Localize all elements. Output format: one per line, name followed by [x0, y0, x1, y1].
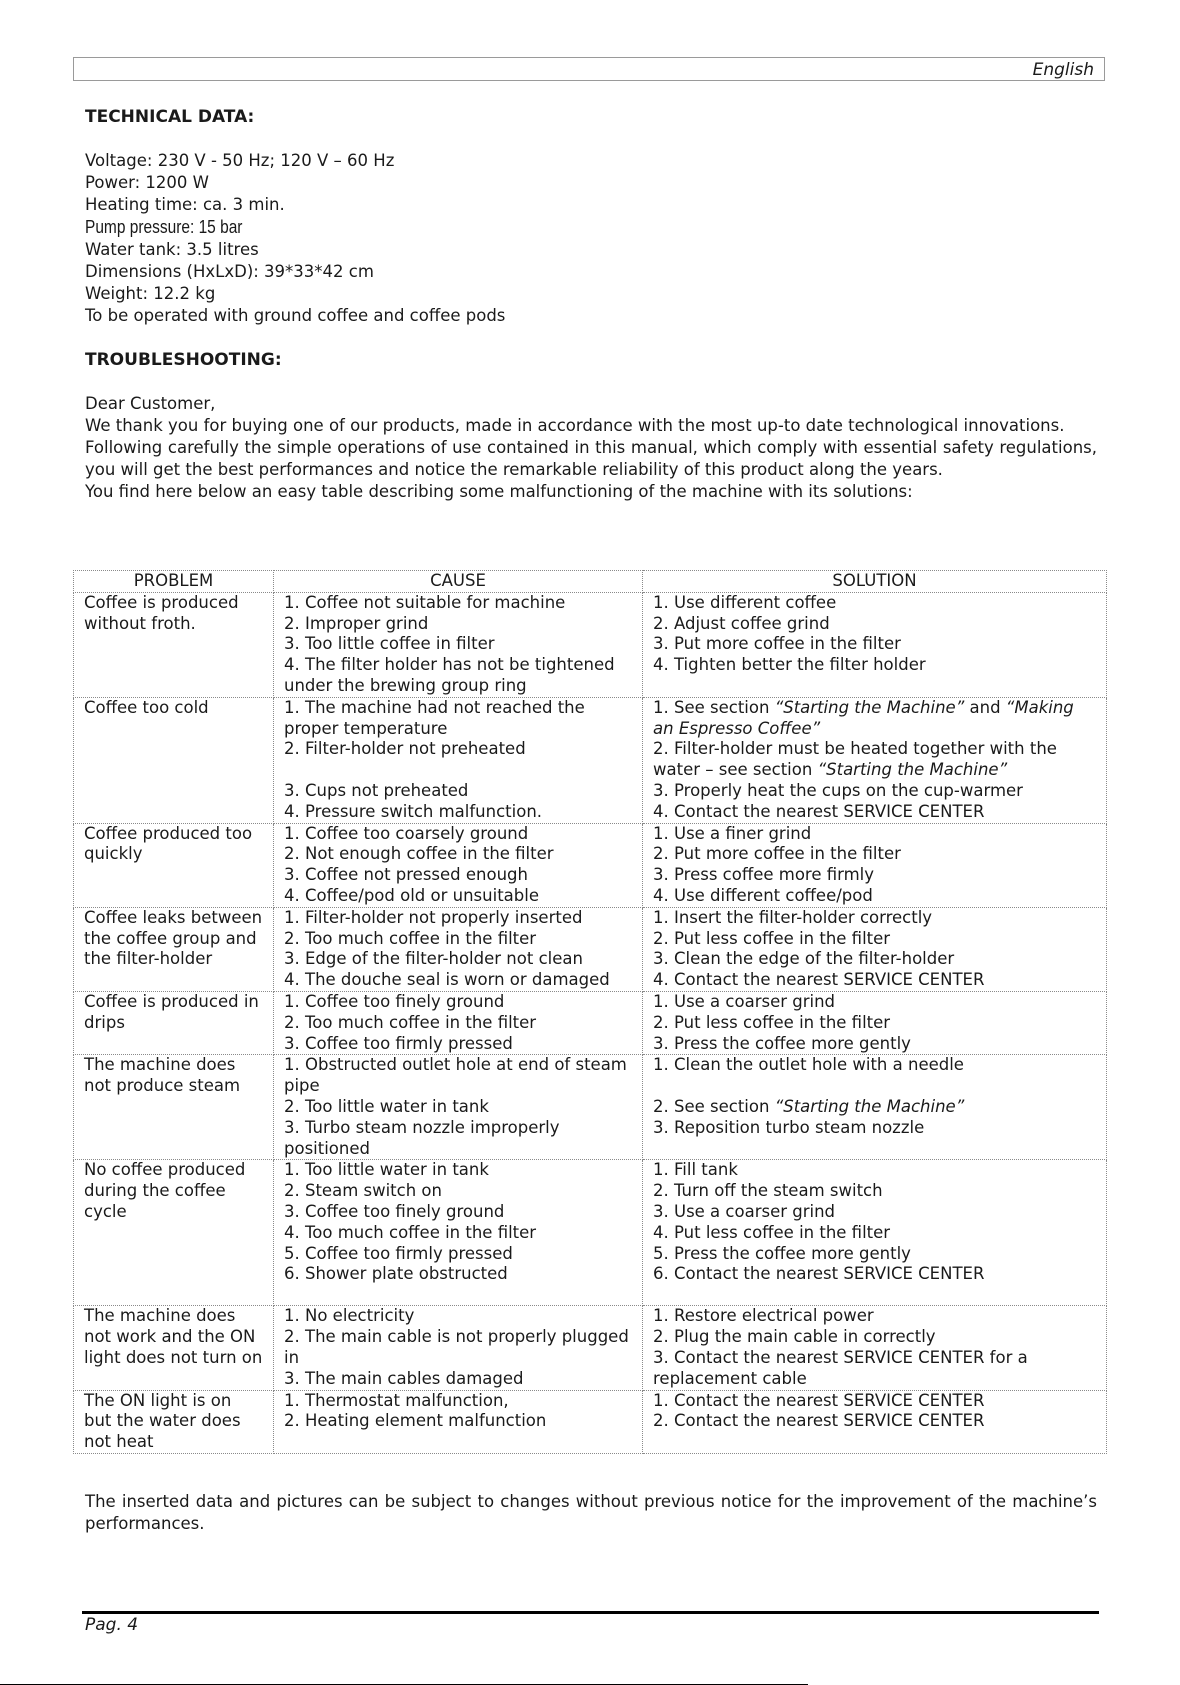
- cause-line: 1. Filter-holder not properly inserted: [284, 907, 583, 927]
- cause-line: 3. Coffee too firmly pressed: [284, 1033, 513, 1053]
- solution-line: 4. Contact the nearest SERVICE CENTER: [653, 970, 985, 990]
- cause-line: 4. The douche seal is worn or damaged: [284, 970, 610, 990]
- cause-cell: [274, 823, 643, 907]
- table-header-row: [74, 571, 1107, 593]
- solution-line: 6. Contact the nearest SERVICE CENTER: [653, 1264, 985, 1284]
- solution-line: 3. Reposition turbo steam nozzle: [653, 1117, 925, 1137]
- problem-cell: The machine does not work and the ON light does not turn on: [74, 1306, 274, 1390]
- header-solution: SOLUTION: [643, 571, 1107, 593]
- spec-water-tank: Water tank: 3.5 litres: [85, 240, 259, 259]
- problem-cell: The machine does not produce steam: [74, 1055, 274, 1160]
- cause-cell: [274, 1160, 643, 1306]
- solution-line: 3. Clean the edge of the filter-holder: [653, 949, 955, 969]
- cause-line: 2. Improper grind: [284, 613, 429, 633]
- solution-spacer: [653, 1076, 1096, 1097]
- cause-line: 2. Steam switch on: [284, 1181, 442, 1201]
- cause-line: 2. The main cable is not properly plugged in: [284, 1327, 629, 1367]
- solution-line: 1. Clean the outlet hole with a needle: [653, 1055, 964, 1075]
- technical-data-heading: TECHNICAL DATA:: [85, 107, 255, 127]
- cause-line: 1. Coffee too coarsely ground: [284, 823, 529, 843]
- solution-line: 5. Press the coffee more gently: [653, 1243, 911, 1263]
- problem-cell: Coffee is produced without froth.: [74, 592, 274, 697]
- solution-line: 1. See section “Starting the Machine” and “Making an Espresso Coffee”: [653, 697, 1074, 738]
- solution-line: 1. Use different coffee: [653, 592, 837, 612]
- troubleshooting-table: [73, 570, 1107, 1454]
- cause-cell: [274, 1306, 643, 1390]
- cause-line: 2. Too much coffee in the filter: [284, 1012, 537, 1032]
- solution-line: 2. Plug the main cable in correctly: [653, 1327, 936, 1347]
- page-number: Pag. 4: [85, 1615, 139, 1635]
- solution-cell: [643, 991, 1107, 1054]
- solution-line: 4. Contact the nearest SERVICE CENTER: [653, 801, 985, 821]
- spec-pump-pressure: Pump pressure: 15 bar: [85, 217, 243, 237]
- table-row: [74, 592, 1107, 697]
- table-row: [74, 991, 1107, 1054]
- cause-line: 3. The main cables damaged: [284, 1368, 524, 1388]
- spec-list: [85, 150, 1097, 327]
- solution-line: 4. Tighten better the filter holder: [653, 655, 926, 675]
- spec-voltage: Voltage: 230 V - 50 Hz; 120 V – 60 Hz: [85, 151, 395, 170]
- solution-line: 2. Put less coffee in the filter: [653, 1012, 891, 1032]
- cause-line: 2. Too little water in tank: [284, 1096, 489, 1116]
- table-row: [74, 823, 1107, 907]
- cause-line-blank: [284, 760, 632, 781]
- cause-line: 1. Obstructed outlet hole at end of steam pipe: [284, 1055, 627, 1096]
- cause-line: 4. Coffee/pod old or unsuitable: [284, 885, 539, 905]
- cause-line: 1. The machine had not reached the proper temperature: [284, 697, 585, 738]
- cause-line: 1. Too little water in tank: [284, 1160, 489, 1180]
- cause-line: 4. Pressure switch malfunction.: [284, 801, 543, 821]
- table-row: [74, 1160, 1107, 1306]
- solution-cell: [643, 1306, 1107, 1390]
- intro-paragraph-2: Following carefully the simple operations of use contained in this manual, which comply with essential safety regulations, you will get the best performances and notice the remarkable reliability of this product along the years.: [85, 438, 1097, 479]
- solution-line: 1. Insert the filter-holder correctly: [653, 907, 933, 927]
- section-reference: “Starting the Machine”: [774, 697, 965, 717]
- cause-line: 3. Too little coffee in filter: [284, 634, 495, 654]
- solution-line: 2. Adjust coffee grind: [653, 613, 830, 633]
- troubleshooting-table-wrap: [73, 570, 1107, 1454]
- cause-cell: [274, 907, 643, 991]
- solution-line: 4. Put less coffee in the filter: [653, 1222, 891, 1242]
- solution-line: 3. Use a coarser grind: [653, 1201, 836, 1221]
- table-row: [74, 697, 1107, 823]
- problem-cell: Coffee is produced in drips: [74, 991, 274, 1054]
- problem-cell: The ON light is on but the water does not heat: [74, 1390, 274, 1453]
- section-reference: “Making an Espresso Coffee”: [653, 697, 1074, 738]
- spec-usage: To be operated with ground coffee and coffee pods: [85, 306, 506, 325]
- cause-line: 2. Not enough coffee in the filter: [284, 844, 554, 864]
- solution-cell: [643, 1055, 1107, 1160]
- cause-cell: [274, 592, 643, 697]
- troubleshooting-heading: TROUBLESHOOTING:: [85, 350, 282, 370]
- solution-line: 2. See section “Starting the Machine”: [653, 1096, 965, 1116]
- solution-line: 1. Fill tank: [653, 1160, 738, 1180]
- problem-cell: Coffee produced too quickly: [74, 823, 274, 907]
- cause-cell: [274, 697, 643, 823]
- solution-cell: [643, 592, 1107, 697]
- disclaimer-note: The inserted data and pictures can be subject to changes without previous notice for the improvement of the machine’s performances.: [85, 1492, 1097, 1533]
- cause-line: 4. Too much coffee in the filter: [284, 1222, 537, 1242]
- table-row: [74, 1390, 1107, 1453]
- problem-cell: Coffee leaks between the coffee group and the filter-holder: [74, 907, 274, 991]
- main-content: [85, 106, 1097, 503]
- intro-paragraph-3: You find here below an easy table describing some malfunctioning of the machine with its solutions:: [85, 482, 913, 501]
- cause-line: 5. Coffee too firmly pressed: [284, 1243, 513, 1263]
- cause-line: 1. Coffee not suitable for machine: [284, 592, 566, 612]
- solution-line: 1. Use a finer grind: [653, 823, 812, 843]
- cause-line: 3. Edge of the filter-holder not clean: [284, 949, 583, 969]
- cause-cell: [274, 991, 643, 1054]
- language-label: English: [1032, 60, 1094, 80]
- footer-divider: [82, 1611, 1099, 1614]
- solution-line: 1. Contact the nearest SERVICE CENTER: [653, 1390, 985, 1410]
- solution-line: 2. Filter-holder must be heated together with the water – see section “Starting the Machine”: [653, 739, 1057, 780]
- cause-line: 1. Coffee too finely ground: [284, 991, 505, 1011]
- solution-cell: [643, 1160, 1107, 1306]
- cause-cell: [274, 1055, 643, 1160]
- cause-line: 3. Coffee not pressed enough: [284, 865, 528, 885]
- cause-cell: [274, 1390, 643, 1453]
- solution-line: 3. Properly heat the cups on the cup-warmer: [653, 780, 1023, 800]
- solution-line: 4. Use different coffee/pod: [653, 885, 873, 905]
- cause-line: 3. Coffee too finely ground: [284, 1201, 505, 1221]
- cause-line: 2. Heating element malfunction: [284, 1411, 547, 1431]
- solution-cell: [643, 697, 1107, 823]
- cause-line: 2. Filter-holder not preheated: [284, 739, 526, 759]
- solution-line: 1. Use a coarser grind: [653, 991, 836, 1011]
- table-row: [74, 1055, 1107, 1160]
- spec-dimensions: Dimensions (HxLxD): 39*33*42 cm: [85, 262, 374, 281]
- section-reference: “Starting the Machine”: [817, 760, 1008, 780]
- solution-line: 2. Put less coffee in the filter: [653, 928, 891, 948]
- table-row: [74, 907, 1107, 991]
- cause-line: 6. Shower plate obstructed: [284, 1264, 508, 1284]
- page-header: [73, 57, 1105, 81]
- solution-line: 2. Turn off the steam switch: [653, 1181, 883, 1201]
- solution-cell: [643, 1390, 1107, 1453]
- table-row: [74, 1306, 1107, 1390]
- cause-line: 3. Turbo steam nozzle improperly positioned: [284, 1117, 560, 1158]
- spec-heating-time: Heating time: ca. 3 min.: [85, 195, 285, 214]
- problem-cell: Coffee too cold: [74, 697, 274, 823]
- solution-cell: [643, 823, 1107, 907]
- solution-line: 3. Put more coffee in the filter: [653, 634, 901, 654]
- cause-line: 1. No electricity: [284, 1306, 415, 1326]
- cause-line: 3. Cups not preheated: [284, 780, 469, 800]
- cause-line: 2. Too much coffee in the filter: [284, 928, 537, 948]
- cause-line: 1. Thermostat malfunction,: [284, 1390, 509, 1410]
- section-reference: “Starting the Machine”: [774, 1096, 965, 1116]
- spec-weight: Weight: 12.2 kg: [85, 284, 216, 303]
- header-cause: CAUSE: [274, 571, 643, 593]
- solution-line: 3. Press the coffee more gently: [653, 1033, 911, 1053]
- problem-cell: No coffee produced during the coffee cycle: [74, 1160, 274, 1306]
- solution-line: 1. Restore electrical power: [653, 1306, 874, 1326]
- solution-cell: [643, 907, 1107, 991]
- cause-line: 4. The filter holder has not be tightened under the brewing group ring: [284, 655, 615, 695]
- greeting: Dear Customer,: [85, 394, 216, 413]
- intro-paragraph-1: We thank you for buying one of our products, made in accordance with the most up-to date technological innovations.: [85, 416, 1065, 435]
- solution-line: 2. Put more coffee in the filter: [653, 844, 901, 864]
- spec-power: Power: 1200 W: [85, 173, 209, 192]
- solution-line: 2. Contact the nearest SERVICE CENTER: [653, 1411, 985, 1431]
- solution-line: 3. Contact the nearest SERVICE CENTER for a replacement cable: [653, 1347, 1028, 1388]
- header-problem: PROBLEM: [74, 571, 274, 593]
- solution-line: 3. Press coffee more firmly: [653, 865, 875, 885]
